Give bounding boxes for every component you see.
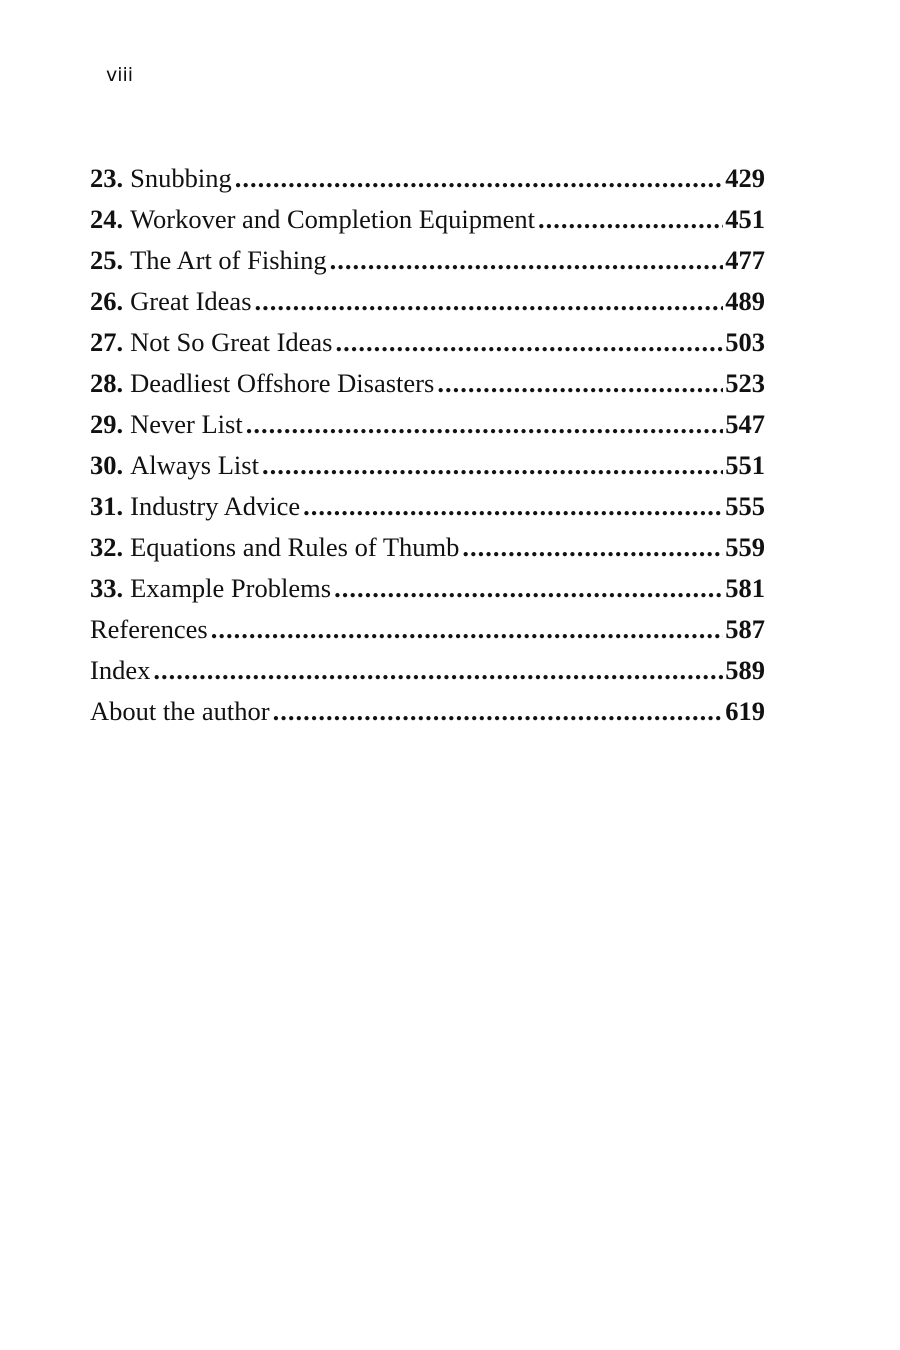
toc-entry-page: 503 <box>725 327 765 357</box>
toc-dot-leader <box>153 650 723 691</box>
toc-dot-leader <box>437 363 723 404</box>
toc-entry-33 <box>90 568 765 609</box>
toc-entry-29 <box>90 404 765 445</box>
page-number: viii <box>106 64 134 86</box>
toc-entry-32 <box>90 527 765 568</box>
toc-entry-title: Deadliest Offshore Disasters <box>130 368 435 398</box>
toc-entry-26 <box>90 281 765 322</box>
toc-entry-title: Industry Advice <box>130 491 301 521</box>
toc-entry-number: 29. <box>90 409 124 439</box>
toc-entry-number: 28. <box>90 368 124 398</box>
toc-entry-31 <box>90 486 765 527</box>
toc-entry-page: 451 <box>725 204 765 234</box>
toc-entry-number: 23. <box>90 163 124 193</box>
toc-entry-number: 30. <box>90 450 124 480</box>
toc-entry-page: 523 <box>725 368 765 398</box>
toc-entry-title: Not So Great Ideas <box>130 327 333 357</box>
toc-entry-title: Equations and Rules of Thumb <box>130 532 460 562</box>
toc-entry-page: 619 <box>725 696 765 726</box>
toc-dot-leader <box>235 158 724 199</box>
toc-dot-leader <box>303 486 723 527</box>
toc-entry-title: Example Problems <box>130 573 332 603</box>
toc-entry-title: About the author <box>90 696 270 726</box>
toc-dot-leader <box>273 691 724 732</box>
toc-dot-leader <box>330 240 724 281</box>
toc-dot-leader <box>246 404 724 445</box>
toc-entry-number: 24. <box>90 204 124 234</box>
toc-entry-title: Great Ideas <box>130 286 252 316</box>
toc-dot-leader <box>262 445 723 486</box>
toc-entry-number: 31. <box>90 491 124 521</box>
toc-entry-number: 27. <box>90 327 124 357</box>
toc-entry-index <box>90 650 765 691</box>
toc-entry-page: 589 <box>725 655 765 685</box>
toc-entry-page: 547 <box>725 409 765 439</box>
toc-entry-title: Index <box>90 655 151 685</box>
table-of-contents <box>90 158 765 732</box>
toc-entry-title: Always List <box>130 450 259 480</box>
toc-entry-title: The Art of Fishing <box>130 245 327 275</box>
toc-dot-leader <box>336 322 724 363</box>
toc-entry-about-the-author <box>90 691 765 732</box>
toc-entry-page: 581 <box>725 573 765 603</box>
toc-entry-23 <box>90 158 765 199</box>
toc-entry-number: 33. <box>90 573 124 603</box>
toc-entry-page: 489 <box>725 286 765 316</box>
toc-dot-leader <box>255 281 724 322</box>
toc-entry-title: Never List <box>130 409 243 439</box>
toc-entry-number: 26. <box>90 286 124 316</box>
toc-dot-leader <box>462 527 723 568</box>
toc-entry-page: 429 <box>725 163 765 193</box>
toc-entry-number: 32. <box>90 532 124 562</box>
toc-entry-27 <box>90 322 765 363</box>
toc-entry-number: 25. <box>90 245 124 275</box>
toc-entry-page: 555 <box>725 491 765 521</box>
toc-dot-leader <box>334 568 723 609</box>
toc-entry-title: Workover and Completion Equipment <box>130 204 535 234</box>
toc-entry-references <box>90 609 765 650</box>
toc-entry-28 <box>90 363 765 404</box>
toc-dot-leader <box>211 609 724 650</box>
toc-entry-25 <box>90 240 765 281</box>
toc-entry-title: Snubbing <box>130 163 232 193</box>
toc-entry-30 <box>90 445 765 486</box>
toc-entry-page: 587 <box>725 614 765 644</box>
toc-entry-page: 551 <box>725 450 765 480</box>
toc-entry-page: 477 <box>725 245 765 275</box>
toc-entry-page: 559 <box>725 532 765 562</box>
toc-entry-title: References <box>90 614 208 644</box>
toc-dot-leader <box>538 199 723 240</box>
toc-entry-24 <box>90 199 765 240</box>
